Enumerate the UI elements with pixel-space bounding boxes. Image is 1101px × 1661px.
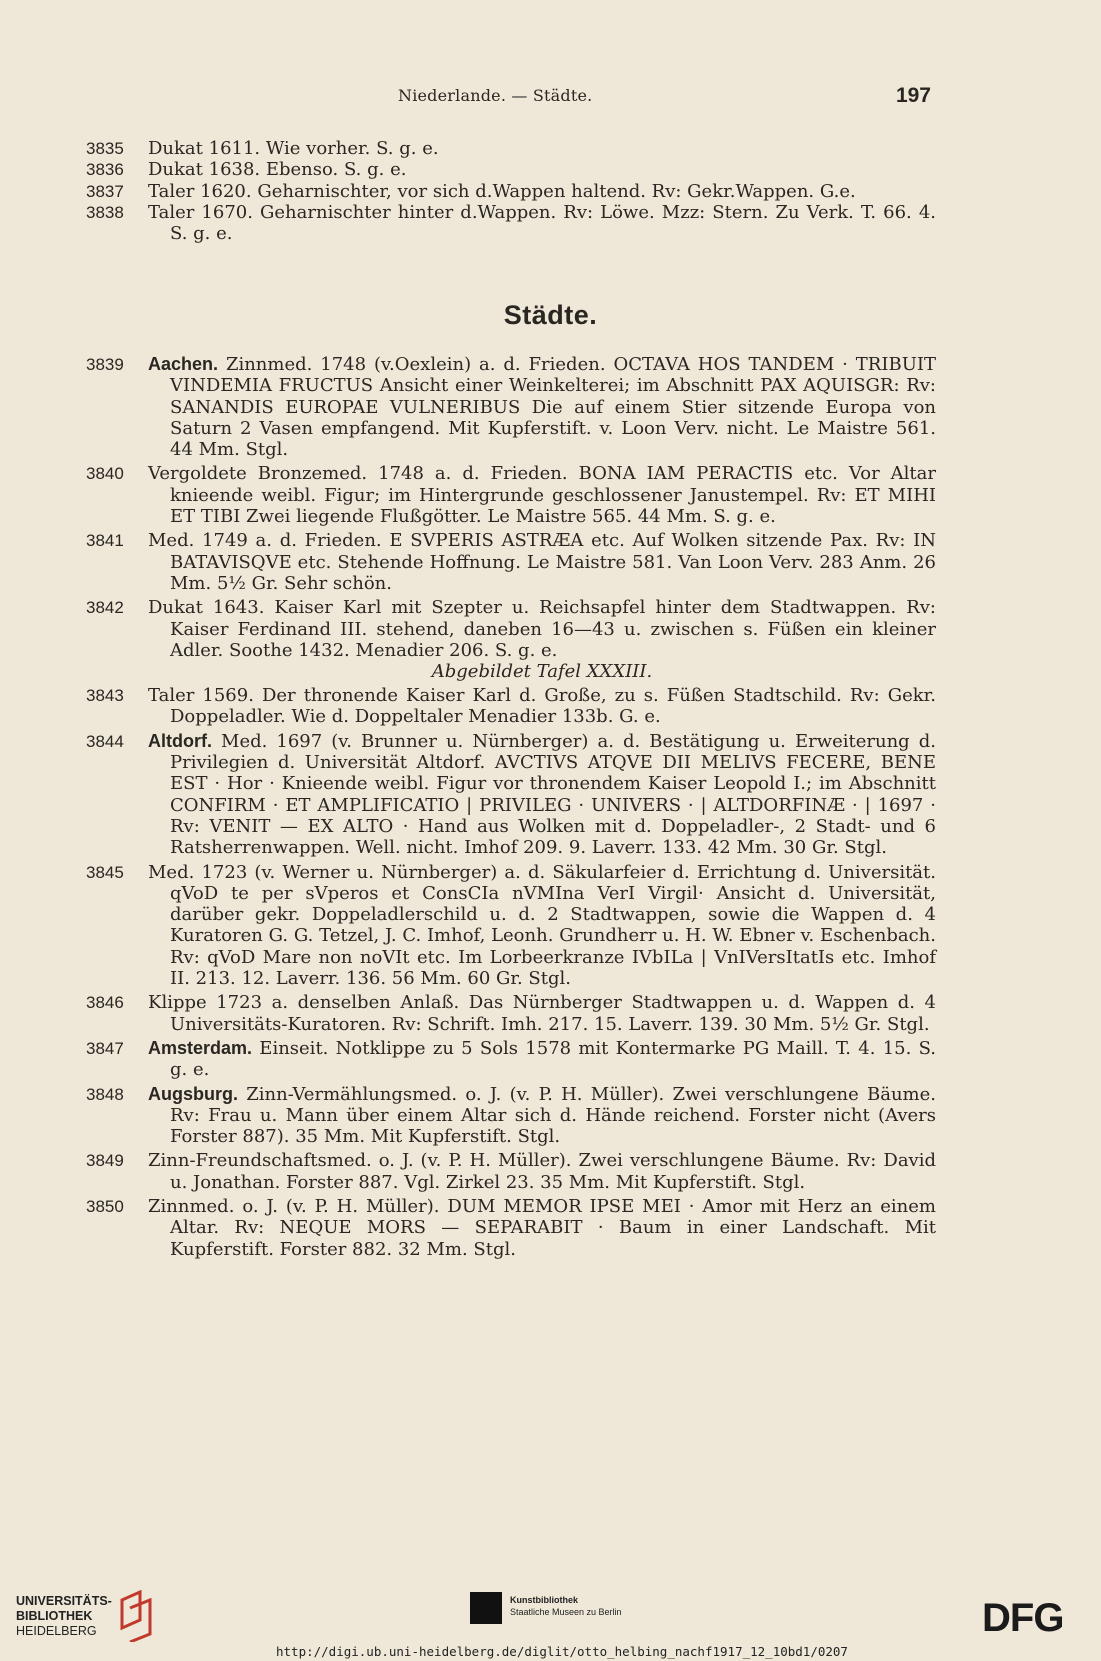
entry-number: 3837	[86, 181, 124, 201]
kb-line1: Kunstbibliothek	[510, 1595, 578, 1605]
entry-number: 3842	[86, 598, 124, 618]
entry-text: Vergoldete Bronzemed. 1748 a. d. Frieden. BONA IAM PERACTIS etc. Vor Altar knieende weibl. Figur; im Hintergrunde geschlossener Janustempel. Rv: ET MIHI ET TIBI Zwei liegende Flußgötter. Le Maistre 565. 44 Mm. S. g. e.	[148, 463, 936, 528]
entry-body: Zinn-Vermählungsmed. o. J. (v. P. H. Müller). Zwei verschlungene Bäume. Rv: Frau u. Mann über einem Altar sich d. Hände reichend. Forster nicht (Avers Forster 887). 35 Mm. Mit Kupferstift. Stgl.	[170, 1083, 936, 1148]
entry-body: Med. 1697 (v. Brunner u. Nürnberger) a. d. Bestätigung u. Erweiterung d. Privilegien d. Universität Altdorf. AVCTIVS ATQVE DII MELIVS FECERE, BENE EST · Hor · Knieende weibl. Figur vor thronendem Kaiser Leopold I.; im Abschnitt CONFIRM · ET AMPLIFICATIO | PRIVILEG · UNIVERS · | ALTDORFINÆ · | 1697 · Rv: VENIT — EX ALTO · Hand aus Wolken mit d. Doppeladler-, 2 Stadt- und 6 Ratsherrenwappen. Well. nicht. Imhof 209. 9. Laverr. 133. 42 Mm. 30 Gr. Stgl.	[170, 730, 936, 859]
entry-number: 3846	[86, 993, 124, 1013]
city-name: Augsburg.	[148, 1083, 238, 1104]
entry-body: Zinnmed. 1748 (v.Oexlein) a. d. Frieden. OCTAVA HOS TANDEM · TRIBUIT VINDEMIA FRUCTUS Ansicht einer Weinkelterei; im Abschnitt PAX AQUISGR: Rv: SANANDIS EUROPAE VULNERIBUS Die auf einem Stier sitzende Europa von Saturn 2 Vasen empfangend. Mit Kupferstift. v. Loon Verv. nicht. Le Maistre 561. 44 Mm. Stgl.	[170, 354, 936, 461]
entry-text: Zinnmed. o. J. (v. P. H. Müller). DUM MEMOR IPSE MEI · Amor mit Herz an einem Altar. Rv: NEQUE MORS — SEPARABIT · Baum in einer Landschaft. Mit Kupferstift. Forster 882. 32 Mm. Stgl.	[148, 1195, 936, 1260]
city-name: Aachen.	[148, 354, 219, 374]
city-name: Altdorf.	[148, 730, 212, 751]
list-item	[86, 181, 936, 202]
entry-number: 3850	[86, 1196, 124, 1216]
entry-text: Taler 1569. Der thronende Kaiser Karl d. Große, zu s. Füßen Stadtschild. Rv: Gekr. Doppeladler. Wie d. Doppeltaler Menadier 133b. G. e.	[148, 685, 936, 728]
entry-text: Med. 1723 (v. Werner u. Nürnberger) a. d. Säkularfeier d. Errichtung d. Universität. qVoD te per sVperos et ConsCIa nVMIna VerI Virgil· Ansicht d. Universität, darüber gekr. Doppeladlerschild u. d. 2 Stadtwappen, sowie die Wappen d. 4 Kuratoren G. G. Tetzel, J. C. Imhof, Leonh. Grundherr u. H. W. Ebner v. Eschenbach. Rv: qVoD Mare non noVIt etc. Im Lorbeerkranze IVbILa | VnIVersItatIs etc. Imhof II. 213. 12. Laverr. 136. 56 Mm. 60 Gr. Stgl.	[148, 861, 936, 990]
list-item	[86, 354, 936, 460]
kunstbibliothek-mark-icon	[470, 1592, 502, 1624]
ub-logo-line2: BIBLIOTHEK	[16, 1609, 93, 1623]
list-item	[86, 1038, 936, 1081]
list-item	[86, 159, 936, 180]
list-item	[86, 463, 936, 527]
section-title: Städte.	[503, 300, 598, 330]
page-header	[0, 86, 1101, 114]
entries-top	[86, 138, 936, 244]
dfg-logo[interactable]: DFG	[982, 1596, 1064, 1640]
list-item	[86, 1150, 936, 1193]
entry-text: Klippe 1723 a. denselben Anlaß. Das Nürnberger Stadtwappen u. d. Wappen d. 4 Universitäts-Kuratoren. Rv: Schrift. Imh. 217. 15. Laverr. 139. 30 Mm. 5½ Gr. Stgl.	[148, 992, 936, 1035]
entry-text: Dukat 1611. Wie vorher. S. g. e.	[148, 138, 439, 159]
ub-logo-line1: UNIVERSITÄTS-	[16, 1594, 112, 1608]
ub-logo-line3: HEIDELBERG	[16, 1624, 97, 1638]
entry-text	[148, 1084, 936, 1148]
city-name: Amsterdam.	[148, 1037, 253, 1058]
kunstbibliothek-text	[510, 1594, 622, 1618]
entries-main	[86, 354, 936, 1260]
list-item	[86, 1084, 936, 1148]
permalink-url[interactable]: http://digi.ub.uni-heidelberg.de/diglit/otto_helbing_nachf1917_12_10bd1/0207	[276, 1644, 848, 1659]
figure-note: Abgebildet Tafel XXXIII.	[431, 661, 653, 683]
entry-text	[148, 731, 936, 859]
entry-text	[148, 1038, 936, 1081]
entry-number: 3841	[86, 531, 124, 551]
entry-text: Dukat 1643. Kaiser Karl mit Szepter u. Reichsapfel hinter dem Stadtwappen. Rv: Kaiser Ferdinand III. stehend, daneben 16—43 u. zwischen s. Füßen ein kleiner Adler. Soothe 1432. Menadier 206. S. g. e.	[148, 597, 936, 661]
entry-number: 3843	[86, 686, 124, 706]
list-item	[86, 138, 936, 159]
kunstbibliothek-logo[interactable]	[470, 1592, 640, 1632]
page-number: 197	[895, 84, 931, 107]
list-item	[86, 597, 936, 661]
list-item	[86, 992, 936, 1035]
entry-text: Taler 1670. Geharnischter hinter d.Wappen. Rv: Löwe. Mzz: Stern. Zu Verk. T. 66. 4. S. g. e.	[148, 201, 936, 245]
list-item	[86, 530, 936, 594]
entry-number: 3835	[86, 139, 124, 158]
entry-text: Zinn-Freundschaftsmed. o. J. (v. P. H. Müller). Zwei verschlungene Bäume. Rv: David u. Jonathan. Forster 887. Vgl. Zirkel 23. 35 Mm. Mit Kupferstift. Stgl.	[148, 1150, 936, 1193]
entry-text: Med. 1749 a. d. Frieden. E SVPERIS ASTRÆA etc. Auf Wolken sitzende Pax. Rv: IN BATAVISQVE etc. Stehende Hoffnung. Le Maistre 581. Van Loon Verv. 283 Anm. 26 Mm. 5½ Gr. Sehr schön.	[148, 530, 936, 594]
entry-number: 3844	[86, 731, 124, 751]
list-item	[86, 731, 936, 859]
list-item	[86, 685, 936, 728]
entry-number: 3838	[86, 202, 124, 222]
ub-logo-mark-icon	[116, 1590, 156, 1642]
entry-number: 3836	[86, 160, 124, 180]
entry-number: 3848	[86, 1084, 124, 1104]
entry-number: 3849	[86, 1151, 124, 1171]
kb-line2: Staatliche Museen zu Berlin	[510, 1607, 622, 1617]
entry-text: Dukat 1638. Ebenso. S. g. e.	[148, 159, 407, 181]
list-item	[86, 862, 936, 990]
list-item	[86, 202, 936, 245]
list-item	[86, 1196, 936, 1260]
entry-number: 3847	[86, 1038, 124, 1058]
entry-number: 3845	[86, 862, 124, 882]
footer-bar	[0, 1582, 1101, 1661]
entry-text	[148, 354, 936, 460]
entry-text: Taler 1620. Geharnischter, vor sich d.Wappen haltend. Rv: Gekr.Wappen. G.e.	[148, 180, 856, 202]
entry-number: 3840	[86, 464, 124, 484]
ub-heidelberg-logo[interactable]	[16, 1594, 112, 1639]
entry-number: 3839	[86, 355, 124, 374]
running-title: Niederlande. — Städte.	[398, 86, 593, 105]
entry-body: Einseit. Notklippe zu 5 Sols 1578 mit Kontermarke PG Maill. T. 4. 15. S. g. e.	[170, 1037, 936, 1081]
